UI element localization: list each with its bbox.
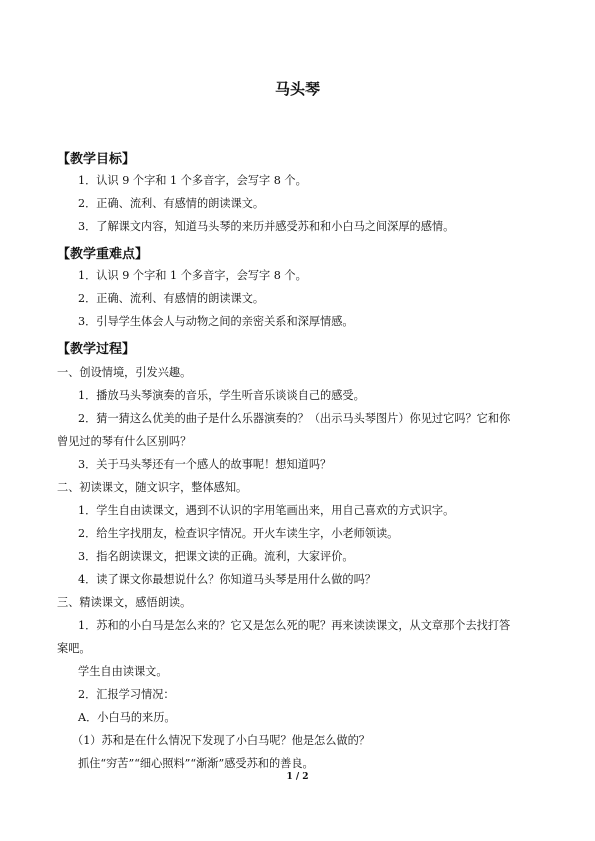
keypoint-item-1: 1．认识 9 个字和 1 个多音字，会写字 8 个。 (78, 269, 307, 282)
process-line: 1．播放马头琴演奏的音乐，学生听音乐谈谈自己的感受。 (78, 389, 365, 402)
process-line: A．小白马的来历。 (78, 711, 176, 724)
keypoint-item-3: 3．引导学生体会人与动物之间的亲密关系和深厚情感。 (78, 315, 354, 328)
keypoint-item-2: 2．正确、流利、有感情的朗读课文。 (78, 292, 265, 305)
process-step-heading-2: 二、初读课文，随文识字，整体感知。 (57, 481, 248, 494)
process-line: 1．苏和的小白马是怎么来的？它又是怎么死的呢？再来读读课文，从文章那个去找打答 (78, 619, 511, 632)
section-heading-goals: 【教学目标】 (57, 152, 136, 167)
process-line: 4．读了课文你最想说什么？你知道马头琴是用什么做的吗？ (78, 573, 376, 586)
process-line: 学生自由读课文。 (78, 665, 168, 678)
process-line: 2．给生字找朋友，检查识字情况。开火车读生字，小老师领读。 (78, 527, 399, 540)
process-line: 案吧。 (57, 642, 91, 655)
document-title: 马头琴 (274, 80, 320, 98)
process-line: 2．猜一猜这么优美的曲子是什么乐器演奏的？（出示马头琴图片）你见过它吗？它和你 (78, 412, 511, 425)
goal-item-1: 1．认识 9 个字和 1 个多音字，会写字 8 个。 (78, 174, 307, 187)
process-line: （1）苏和是在什么情况下发现了小白马呢？他是怎么做的？ (72, 734, 370, 747)
process-line: 1．学生自由读课文，遇到不认识的字用笔画出来，用自己喜欢的方式识字。 (78, 504, 455, 517)
process-line: 3．关于马头琴还有一个感人的故事呢！想知道吗？ (78, 458, 332, 471)
goal-item-2: 2．正确、流利、有感情的朗读课文。 (78, 197, 265, 210)
goal-item-3: 3．了解课文内容，知道马头琴的来历并感受苏和和小白马之间深厚的感情。 (78, 220, 455, 233)
process-step-heading-1: 一、创设情境，引发兴趣。 (57, 366, 192, 379)
process-line: 2．汇报学习情况： (78, 688, 175, 701)
process-step-heading-3: 三、精读课文，感悟朗读。 (57, 596, 192, 609)
section-heading-process: 【教学过程】 (57, 342, 136, 357)
page-number: 1 / 2 (286, 772, 309, 782)
process-line: 抓住“穷苦”“细心照料”“渐渐”感受苏和的善良。 (78, 757, 314, 770)
section-heading-keypoints: 【教学重难点】 (57, 247, 149, 262)
process-line: 曾见过的琴有什么区别吗？ (57, 435, 192, 448)
process-line: 3．指名朗读课文，把课文读的正确。流利，大家评价。 (78, 550, 354, 563)
